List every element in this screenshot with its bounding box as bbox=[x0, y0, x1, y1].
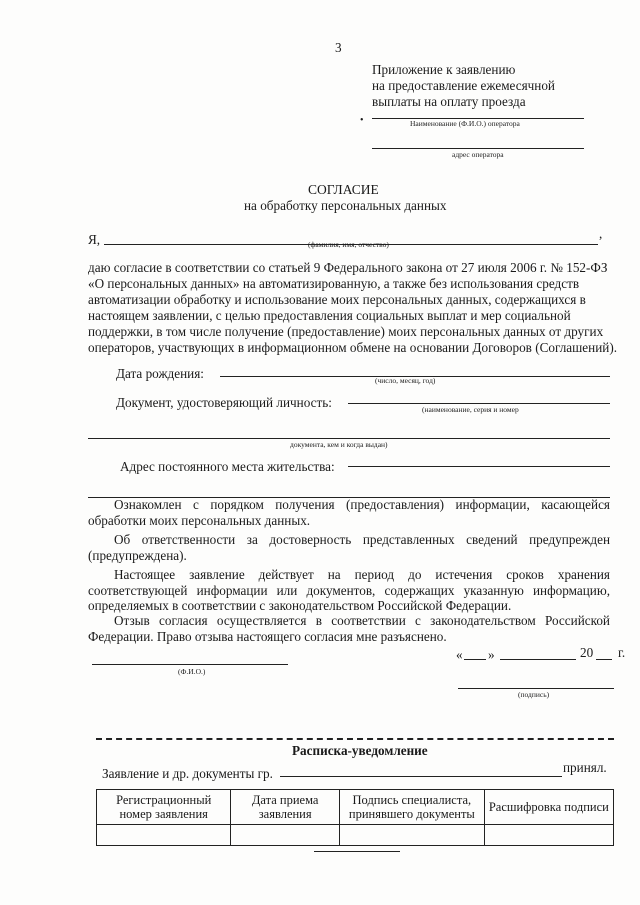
consent-line-3: автоматизации обработку и использование моих персональных данных, содержащихся в bbox=[88, 292, 586, 307]
operator-address-caption: адрес оператора bbox=[452, 150, 504, 159]
notice-text-2: Об ответственности за достоверность представленных сведений предупрежден (предупреждена). bbox=[88, 532, 610, 563]
bullet-mark: • bbox=[360, 115, 364, 126]
receipt-name-field[interactable] bbox=[280, 776, 562, 777]
signature-caption: (подпись) bbox=[518, 690, 550, 699]
column-header: Расшифровка подписи bbox=[484, 790, 613, 825]
birth-date-caption: (число, месяц, год) bbox=[375, 376, 436, 385]
birth-date-label: Дата рождения: bbox=[116, 366, 204, 381]
identity-document-caption: (наименование, серия и номер bbox=[422, 405, 519, 414]
receipt-date-cell[interactable] bbox=[231, 825, 340, 846]
notice-text-1: Ознакомлен с порядком получения (предоставления) информации, касающейся обработки моих персональных данных. bbox=[88, 497, 610, 528]
bottom-short-line bbox=[314, 851, 400, 852]
consent-line-1: даю согласие в соответствии со статьей 9 Федерального закона от 27 июля 2006 г. № 152-ФЗ bbox=[88, 260, 608, 275]
specialist-signature-cell[interactable] bbox=[339, 825, 484, 846]
page-number: 3 bbox=[335, 40, 342, 55]
signature-field[interactable] bbox=[458, 688, 614, 689]
registration-number-cell[interactable] bbox=[97, 825, 231, 846]
signer-fio-field[interactable] bbox=[92, 664, 288, 665]
column-header: Регистрационный номер заявления bbox=[97, 790, 231, 825]
operator-address-line[interactable] bbox=[372, 148, 584, 149]
notice-paragraph-3 bbox=[88, 567, 610, 614]
receipt-title: Расписка-уведомление bbox=[292, 743, 428, 758]
date-year-field[interactable] bbox=[596, 659, 612, 660]
signer-fio-caption: (Ф.И.О.) bbox=[178, 667, 206, 676]
consent-line-2: «О персональных данных» на автоматизированную, а также без использования средств bbox=[88, 276, 580, 291]
document-title: СОГЛАСИЕ bbox=[308, 182, 379, 197]
appendix-line-1: Приложение к заявлению bbox=[372, 62, 516, 77]
identity-document-field-2[interactable] bbox=[88, 438, 610, 439]
i-label: Я, bbox=[88, 232, 101, 247]
date-open-quote: « bbox=[456, 647, 463, 662]
identity-document-label: Документ, удостоверяющий личность: bbox=[116, 395, 332, 410]
column-header: Дата приема заявления bbox=[231, 790, 340, 825]
column-header: Подпись специалиста, принявшего документы bbox=[339, 790, 484, 825]
consent-line-6: операторов, участвующих в информационном обмене на основании Договоров (Соглашений). bbox=[88, 340, 618, 355]
table-row bbox=[97, 825, 614, 846]
date-century: 20 bbox=[580, 645, 594, 660]
notice-text-3: Настоящее заявление действует на период до истечения сроков хранения соответствующей информации или документов, содержащих указанную информацию, определяемых в соответствии с законодательством Российской Федерации. bbox=[88, 567, 610, 614]
registration-table bbox=[96, 789, 614, 846]
appendix-line-2: на предоставление ежемесячной bbox=[372, 78, 555, 93]
date-year-suffix: г. bbox=[618, 645, 626, 660]
address-field[interactable] bbox=[348, 466, 610, 467]
notice-paragraph-2 bbox=[88, 532, 610, 563]
notice-text-4: Отзыв согласия осуществляется в соответствии с законодательством Российской Федерации. Право отзыва настоящего согласия мне разъяснено. bbox=[88, 613, 610, 644]
operator-name-caption: Наименование (Ф.И.О.) оператора bbox=[410, 119, 520, 128]
date-day-field[interactable] bbox=[464, 659, 486, 660]
identity-document-field[interactable] bbox=[348, 403, 610, 404]
date-month-field[interactable] bbox=[500, 659, 576, 660]
receipt-line-label: Заявление и др. документы гр. bbox=[102, 766, 273, 781]
fio-caption: (фамилия, имя, отчество) bbox=[308, 240, 389, 249]
consent-line-5: поддержки, в том числе получение (предоставление) моих персональных данных от других bbox=[88, 324, 604, 339]
date-close-quote: » bbox=[488, 647, 495, 662]
consent-line-4: настоящем заявлении, с целью предоставления социальных выплат и мер социальной bbox=[88, 308, 571, 323]
table-header-row bbox=[97, 790, 614, 825]
appendix-line-3: выплаты на оплату проезда bbox=[372, 94, 526, 109]
address-label: Адрес постоянного места жительства: bbox=[120, 459, 335, 474]
notice-paragraph-4 bbox=[88, 613, 610, 644]
identity-document-caption-2: документа, кем и когда выдан) bbox=[290, 440, 388, 449]
receipt-accepted-label: принял. bbox=[563, 760, 607, 775]
cut-line-divider bbox=[96, 738, 614, 740]
comma-mark: , bbox=[599, 226, 603, 241]
notice-paragraph-1 bbox=[88, 497, 610, 528]
document-subtitle: на обработку персональных данных bbox=[244, 198, 447, 213]
signature-decoding-cell[interactable] bbox=[484, 825, 613, 846]
